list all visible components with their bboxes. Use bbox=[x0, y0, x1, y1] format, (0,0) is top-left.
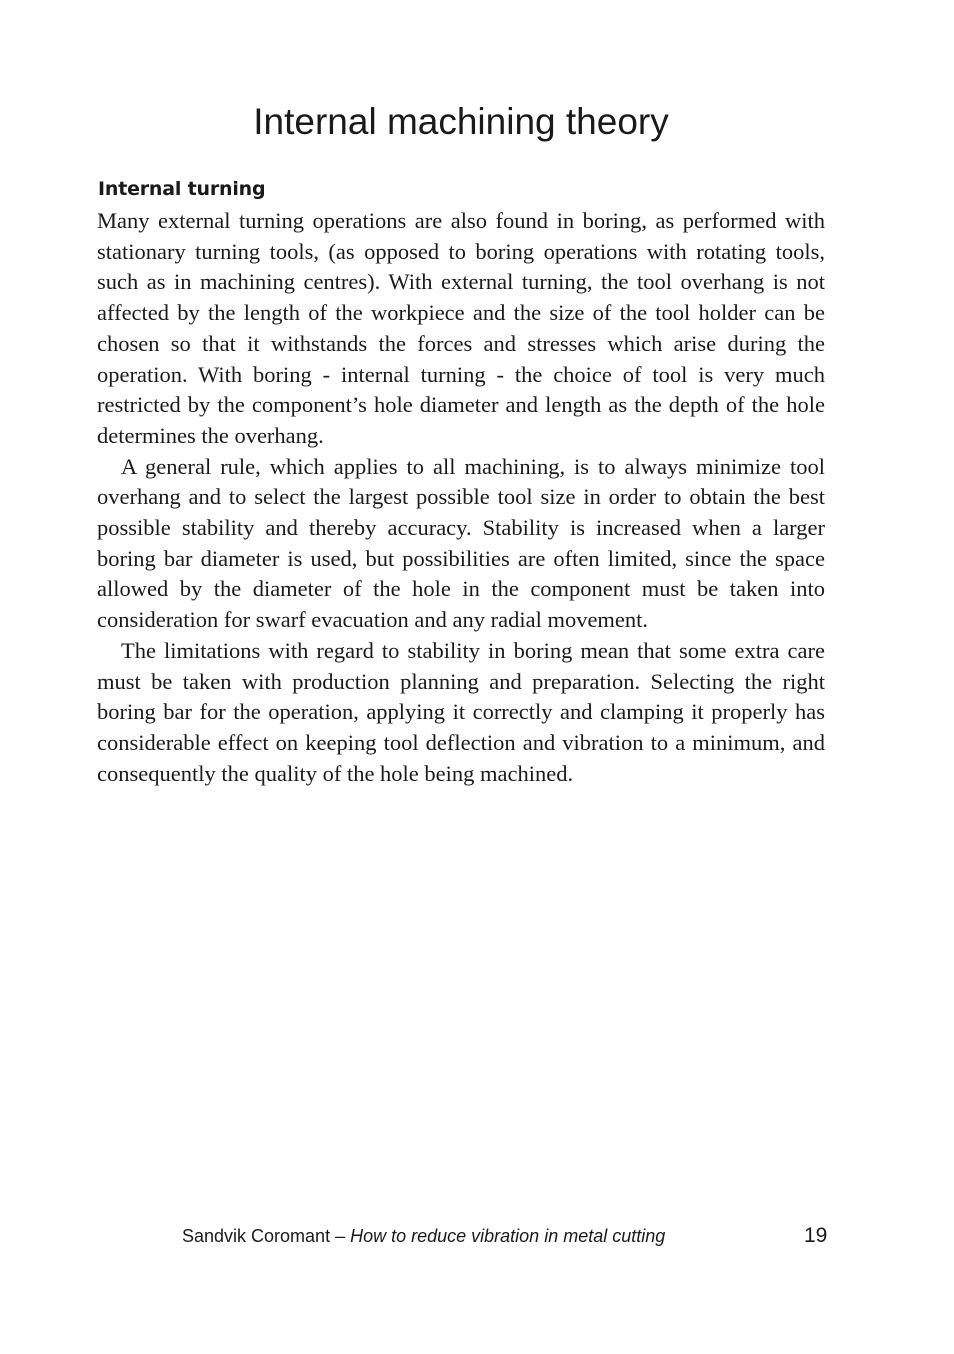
chapter-title: Internal machining theory bbox=[253, 101, 669, 142]
paragraph-2: A general rule, which applies to all machining, is to always minimize tool overhang and to select the largest possible tool size in order to obtain the best possible stability and thereby accuracy. Stability is increased when a larger boring bar diameter is used, but possibilities are often limited, since the space allowed by the diameter of the hole in the component must be taken into consideration for swarf evacuation and any radial movement. bbox=[97, 453, 825, 633]
footer-book-title: How to reduce vibration in metal cutting bbox=[350, 1226, 666, 1246]
footer-credit bbox=[182, 1226, 665, 1247]
footer-publisher: Sandvik Coromant – bbox=[182, 1226, 351, 1246]
paragraph-3: The limitations with regard to stability in boring mean that some extra care must be taken with production planning and preparation. Selecting the right boring bar for the operation, applying it correctly and clamping it properly has considerable effect on keeping tool deflection and vibration to a minimum, and consequently the quality of the hole being machined. bbox=[97, 637, 825, 786]
paragraph-1: Many external turning operations are also found in boring, as performed with stationary turning tools, (as opposed to boring operations with rotating tools, such as in machining centres). With external turning, the tool overhang is not affected by the length of the workpiece and the size of the tool holder can be chosen so that it withstands the forces and stresses which arise during the operation. With boring - internal turning - the choice of tool is very much restricted by the component’s hole diameter and length as the depth of the hole determines the overhang. bbox=[97, 208, 825, 448]
body-text bbox=[97, 206, 825, 789]
section-heading: Internal turning bbox=[98, 178, 266, 200]
page-number: 19 bbox=[804, 1224, 828, 1247]
